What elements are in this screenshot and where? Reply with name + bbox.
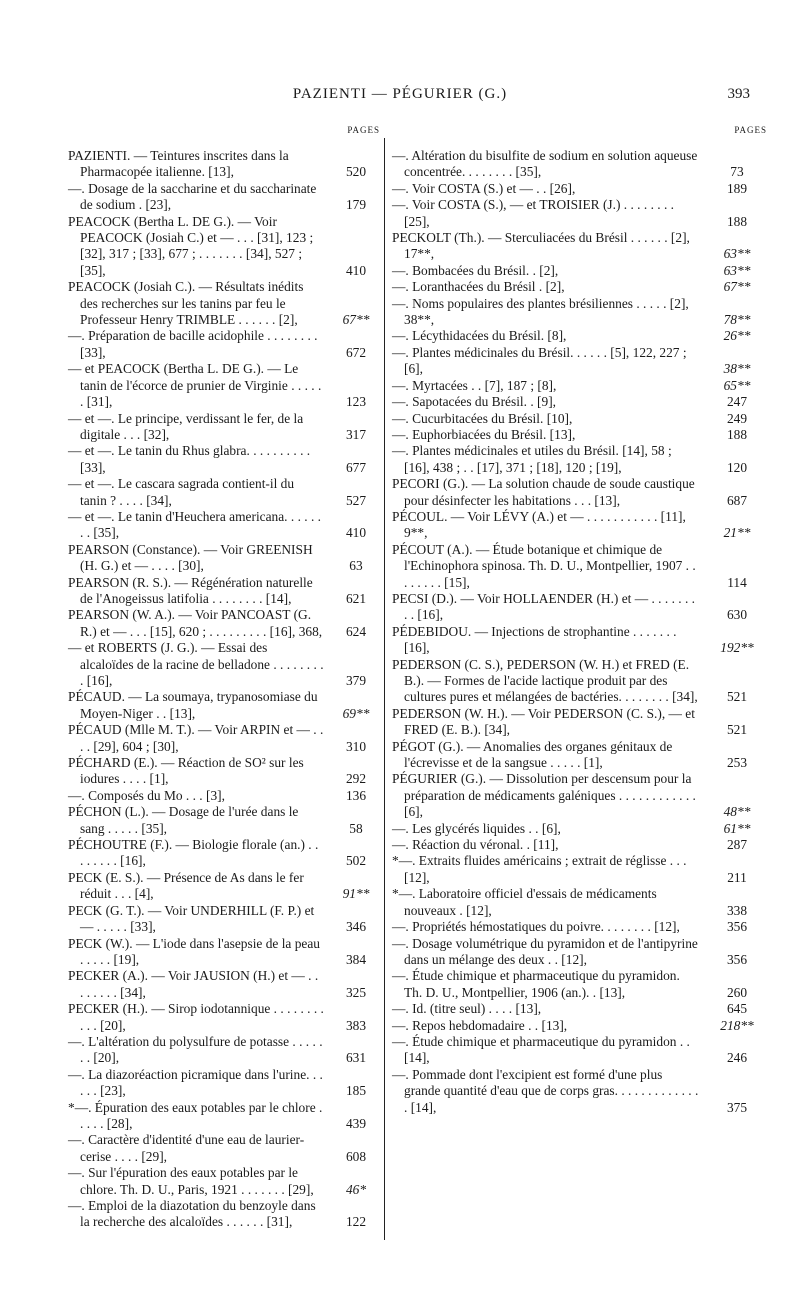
index-entry (392, 345, 767, 378)
entry-page: 122 (345, 1214, 367, 1230)
entry-text: PEARSON (W. A.). — Voir PANCOAST (G. R.) et — . . . [15], 620 ; . . . . . . . . . [16], 368, (68, 607, 323, 639)
entry-page: 65** (723, 377, 751, 393)
index-entry (68, 214, 380, 280)
index-entry (68, 1034, 380, 1067)
entry-text: PÉCHOUTRE (F.). — Biologie florale (an.) . . . . . . . . [16], (68, 837, 319, 869)
entry-text: PÉGOT (G.). — Anomalies des organes génitaux de l'écrevisse et de la sangsue . . . . . [1], (392, 738, 673, 771)
entry-page: 310 (345, 738, 367, 754)
entry-page: 645 (726, 1001, 748, 1017)
index-entry (392, 771, 767, 820)
entry-page: 292 (345, 771, 367, 787)
entry-page: 114 (727, 574, 747, 590)
entry-page: 61** (723, 820, 751, 836)
entry-text: PECORI (G.). — La solution chaude de soude caustique pour désinfecter les habitations . . . [13], (392, 476, 695, 508)
index-entry (392, 443, 767, 476)
entry-page: 253 (726, 755, 748, 771)
index-entry (392, 1018, 767, 1034)
entry-text: —. Étude chimique et pharmaceutique du pyramidon . . [14], (392, 1033, 690, 1066)
entry-page: 211 (727, 869, 747, 885)
entry-text: PECSI (D.). — Voir HOLLAENDER (H.) et — . . . . . . . . . [16], (392, 590, 696, 623)
entry-text: —. Préparation de bacille acidophile . . . . . . . . [33], (68, 328, 318, 360)
entry-page: 48** (723, 804, 751, 820)
index-entry (68, 279, 380, 328)
pages-column-label: PAGES (347, 125, 380, 135)
index-entry (392, 476, 767, 509)
entry-text: —. Cucurbitacées du Brésil. [10], (392, 410, 573, 426)
index-entry (68, 328, 380, 361)
entry-page: 287 (726, 837, 748, 853)
entry-text: —. Sur l'épuration des eaux potables par le chlore. Th. D. U., Paris, 1921 . . . . . . . [29], (68, 1165, 314, 1197)
entry-text: —. Plantes médicinales du Brésil. . . . . . [5], 122, 227 ; [6], (392, 344, 687, 377)
entry-text: PEACOCK (Josiah C.). — Résultats inédits des recherches sur les tanins par feu le Professeur Henry TRIMBLE . . . . . . [2], (68, 279, 304, 328)
entry-text: —. Noms populaires des plantes brésiliennes . . . . . [2], 38**, (392, 295, 689, 328)
index-entry (68, 361, 380, 410)
entry-text: — et —. Le tanin du Rhus glabra. . . . . . . . . . [33], (68, 443, 311, 475)
entry-page: 38** (723, 361, 751, 377)
entry-text: PECKER (H.). — Sirop iodotannique . . . . . . . . . . . [20], (68, 1001, 324, 1033)
entry-page: 346 (345, 919, 367, 935)
entry-text: —. Id. (titre seul) . . . . [13], (392, 1001, 542, 1017)
entry-text: — et PEACOCK (Bertha L. DE G.). — Le tanin de l'écorce de prunier de Virginie . . . . . . [31], (68, 361, 322, 410)
entry-text: PÉCHON (L.). — Dosage de l'urée dans le sang . . . . . [35], (68, 804, 299, 836)
index-entry (392, 657, 767, 706)
entry-page: 527 (345, 492, 367, 508)
entry-text: —. L'altération du polysulfure de potasse . . . . . . . [20], (68, 1033, 323, 1066)
entry-text: —. La diazoréaction picramique dans l'urine. . . . . . [23], (68, 1066, 323, 1099)
entry-text: — et —. Le principe, verdissant le fer, de la digitale . . . [32], (68, 410, 304, 442)
index-entry (392, 279, 767, 295)
left-entries (68, 148, 380, 1231)
entry-text: —. Caractère d'identité d'une eau de laurier-cerise . . . . [29], (68, 1132, 305, 1164)
entry-page: 375 (726, 1099, 748, 1115)
index-entry (68, 870, 380, 903)
entry-page: 21** (723, 525, 751, 541)
entry-text: PEACOCK (Bertha L. DE G.). — Voir PEACOCK (Josiah C.) et — . . . [31], 123 ; [32], 317 ; [33], 677 ; . . . . . . . [34], 527 ; [35], (68, 213, 314, 278)
entry-page: 325 (345, 984, 367, 1000)
index-entry (68, 411, 380, 444)
index-entry (68, 722, 380, 755)
entry-text: *—. Extraits fluides américains ; extrait de réglisse . . . [12], (392, 853, 687, 885)
entry-page: 521 (726, 689, 748, 705)
index-entry (392, 1067, 767, 1116)
entry-page: 384 (345, 951, 367, 967)
entry-page: 218** (720, 1017, 754, 1033)
entry-page: 46* (345, 1181, 367, 1197)
page-number: 393 (727, 86, 750, 102)
entry-text: PECKOLT (Th.). — Sterculiacées du Brésil . . . . . . [2], 17**, (392, 230, 690, 262)
index-entry (392, 853, 767, 886)
entry-page: 687 (726, 492, 748, 508)
entry-page: 120 (726, 459, 748, 475)
entry-text: PÉCOUT (A.). — Étude botanique et chimique de l'Echinophora spinosa. Th. D. U., Montpellier, 1907 . . . . . . . . [15], (392, 541, 696, 590)
entry-text: PÉCOUL. — Voir LÉVY (A.) et — . . . . . . . . . . . [11], 9**, (392, 508, 686, 541)
index-entry (392, 509, 767, 542)
entry-text: PÉGURIER (G.). — Dissolution per descensum pour la préparation de médicaments galéniques . . . . . . . . . . . . [6], (392, 771, 696, 820)
entry-page: 260 (726, 984, 748, 1000)
index-entry (68, 1100, 380, 1133)
entry-page: 188 (726, 213, 748, 229)
entry-page: 317 (345, 426, 367, 442)
entry-page: 410 (345, 262, 367, 278)
entry-page: 521 (726, 722, 748, 738)
entry-page: 502 (345, 853, 367, 869)
index-entry (68, 1132, 380, 1165)
index-entry (392, 837, 767, 853)
entry-page: 73 (730, 164, 744, 180)
entry-page: 69** (342, 705, 370, 721)
entry-text: —. Altération du bisulfite de sodium en solution aqueuse concentrée. . . . . . . . [35], (392, 148, 698, 180)
index-entry (68, 1001, 380, 1034)
index-entry (392, 624, 767, 657)
index-entry (68, 509, 380, 542)
entry-text: —. Composés du Mo . . . [3], (68, 787, 225, 803)
entry-page: 185 (345, 1083, 367, 1099)
entry-text: —. Voir COSTA (S.), — et TROISIER (J.) . . . . . . . . [25], (392, 197, 675, 229)
index-entry (392, 1034, 767, 1067)
entry-page: 136 (345, 787, 367, 803)
entry-page: 58 (349, 820, 363, 836)
index-entry (392, 739, 767, 772)
entry-text: — et —. Le cascara sagrada contient-il du tanin ? . . . . [34], (68, 476, 295, 508)
index-entry (392, 591, 767, 624)
entry-text: — et —. Le tanin d'Heuchera americana. . . . . . . . [35], (68, 508, 322, 541)
index-entry (68, 804, 380, 837)
index-entry (392, 706, 767, 739)
entry-page: 520 (345, 164, 367, 180)
entry-text: —. Euphorbiacées du Brésil. [13], (392, 426, 576, 442)
entry-text: —. Les glycérés liquides . . [6], (392, 820, 561, 836)
entry-page: 189 (726, 180, 748, 196)
index-entry (68, 755, 380, 788)
index-entry (68, 1067, 380, 1100)
entry-text: PEDERSON (C. S.), PEDERSON (W. H.) et FRED (E. B.). — Formes de l'acide lactique produit par des cultures pures et mélangées de bactéries. . . . . . . . [34], (392, 656, 698, 705)
index-entry (68, 1198, 380, 1231)
entry-text: —. Voir COSTA (S.) et — . . [26], (392, 180, 576, 196)
entry-page: 26** (723, 328, 751, 344)
entry-page: 188 (726, 426, 748, 442)
index-entry (68, 788, 380, 804)
entry-text: —. Dosage volumétrique du pyramidon et de l'antipyrine dans un mélange des deux . . [12], (392, 935, 698, 967)
right-entries (392, 148, 767, 1116)
index-entry (68, 903, 380, 936)
entry-text: —. Sapotacées du Brésil. . [9], (392, 394, 556, 410)
entry-text: —. Étude chimique et pharmaceutique du pyramidon. Th. D. U., Montpellier, 1906 (an.). . [13], (392, 968, 680, 1000)
index-entry (68, 476, 380, 509)
index-entry (68, 181, 380, 214)
entry-text: —. Repos hebdomadaire . . [13], (392, 1017, 568, 1033)
entry-text: PÉCAUD. — La soumaya, trypanosomiase du Moyen-Niger . . [13], (68, 689, 318, 721)
entry-page: 379 (345, 673, 367, 688)
entry-page: 91** (342, 886, 370, 902)
entry-page: 123 (345, 394, 367, 410)
entry-page: 179 (345, 197, 367, 213)
entry-text: PECKER (A.). — Voir JAUSION (H.) et — . . . . . . . . [34], (68, 968, 319, 1000)
index-entry (392, 411, 767, 427)
entry-page: 78** (723, 312, 751, 328)
index-entry (68, 607, 380, 640)
index-entry (392, 378, 767, 394)
index-entry (392, 968, 767, 1001)
index-entry (392, 394, 767, 410)
entry-text: — et ROBERTS (J. G.). — Essai des alcaloïdes de la racine de belladone . . . . . . . . . [16], (68, 640, 324, 688)
entry-text: *—. Épuration des eaux potables par le chlore . . . . . [28], (68, 1099, 323, 1131)
entry-text: PÉCHARD (E.). — Réaction de SO² sur les iodures . . . . [1], (68, 755, 304, 787)
index-entry (68, 640, 380, 689)
index-entry (68, 542, 380, 575)
entry-text: PEARSON (Constance). — Voir GREENISH (H. G.) et — . . . . [30], (68, 541, 313, 574)
entry-page: 410 (345, 525, 367, 541)
entry-page: 439 (345, 1115, 367, 1131)
entry-page: 631 (345, 1050, 367, 1066)
entry-page: 67** (342, 312, 370, 328)
entry-page: 63** (723, 262, 751, 278)
index-entry (392, 1001, 767, 1017)
entry-text: PECK (E. S.). — Présence de As dans le fer réduit . . . [4], (68, 869, 304, 902)
entry-page: 356 (726, 919, 748, 935)
entry-text: —. Réaction du véronal. . [11], (392, 837, 559, 853)
entry-page: 672 (345, 344, 367, 360)
entry-text: —. Bombacées du Brésil. . [2], (392, 262, 559, 278)
entry-page: 677 (345, 459, 367, 475)
entry-page: 249 (726, 410, 748, 426)
entry-page: 63 (349, 558, 363, 574)
entry-page: 624 (345, 623, 367, 639)
index-entry (392, 148, 767, 181)
entry-text: —. Emploi de la diazotation du benzoyle dans la recherche des alcaloïdes . . . . . . [31], (68, 1198, 316, 1230)
entry-text: PAZIENTI. — Teintures inscrites dans la Pharmacopée italienne. [13], (68, 148, 289, 180)
index-entry (392, 936, 767, 969)
entry-page: 246 (726, 1050, 748, 1066)
entry-page: 608 (345, 1148, 367, 1164)
pages-column-label: PAGES (734, 125, 767, 135)
entry-text: —. Dosage de la saccharine et du saccharinate de sodium . [23], (68, 180, 317, 213)
entry-page: 356 (726, 951, 748, 967)
index-entry (68, 837, 380, 870)
entry-text: PECK (G. T.). — Voir UNDERHILL (F. P.) et — . . . . . [33], (68, 902, 315, 935)
index-entry (392, 886, 767, 919)
entry-text: —. Propriétés hémostatiques du poivre. . . . . . . . [12], (392, 919, 680, 935)
entry-page: 383 (345, 1017, 367, 1033)
entry-text: —. Plantes médicinales et utiles du Brésil. [14], 58 ; [16], 438 ; . . [17], 371 ; [18], 120 ; [19], (392, 443, 672, 475)
entry-text: PÉCAUD (Mlle M. T.). — Voir ARPIN et — . . . . [29], 604 ; [30], (68, 722, 324, 754)
entry-page: 63** (723, 246, 751, 262)
entry-text: —. Myrtacées . . [7], 187 ; [8], (392, 377, 557, 393)
index-entry (392, 542, 767, 591)
index-entry (392, 197, 767, 230)
index-entry (68, 148, 380, 181)
entry-text: *—. Laboratoire officiel d'essais de médicaments nouveaux . [12], (392, 886, 657, 918)
index-entry (392, 427, 767, 443)
index-entry (68, 443, 380, 476)
entry-text: —. Lécythidacées du Brésil. [8], (392, 328, 567, 344)
index-entry (392, 296, 767, 329)
index-entry (68, 936, 380, 969)
entry-page: 621 (345, 590, 367, 606)
index-entry (392, 821, 767, 837)
index-entry (392, 230, 767, 263)
entry-text: —. Pommade dont l'excipient est formé d'une plus grande quantité d'eau que de corps gras. . . . . . . . . . . . . . [14], (392, 1066, 699, 1115)
entry-page: 630 (726, 607, 748, 623)
index-entry (392, 181, 767, 197)
entry-text: PEDERSON (W. H.). — Voir PEDERSON (C. S.), — et FRED (E. B.). [34], (392, 705, 695, 738)
entry-text: —. Loranthacées du Brésil . [2], (392, 279, 565, 295)
index-entry (68, 575, 380, 608)
entry-page: 338 (726, 902, 748, 918)
column-divider (384, 138, 385, 1240)
running-header (0, 86, 800, 110)
entry-text: PECK (W.). — L'iode dans l'asepsie de la peau . . . . . [19], (68, 935, 320, 967)
index-entry (392, 919, 767, 935)
index-entry (392, 263, 767, 279)
entry-text: PEARSON (R. S.). — Régénération naturelle de l'Anogeissus latifolia . . . . . . . . [14], (68, 574, 313, 606)
entry-text: PÉDEBIDOU. — Injections de strophantine . . . . . . . [16], (392, 623, 677, 656)
entry-page: 192** (720, 640, 754, 656)
index-entry (68, 689, 380, 722)
index-entry (68, 968, 380, 1001)
entry-page: 247 (726, 394, 748, 410)
page-title: PAZIENTI — PÉGURIER (G.) (292, 86, 508, 102)
entry-page: 67** (723, 279, 751, 295)
index-entry (392, 328, 767, 344)
index-entry (68, 1165, 380, 1198)
